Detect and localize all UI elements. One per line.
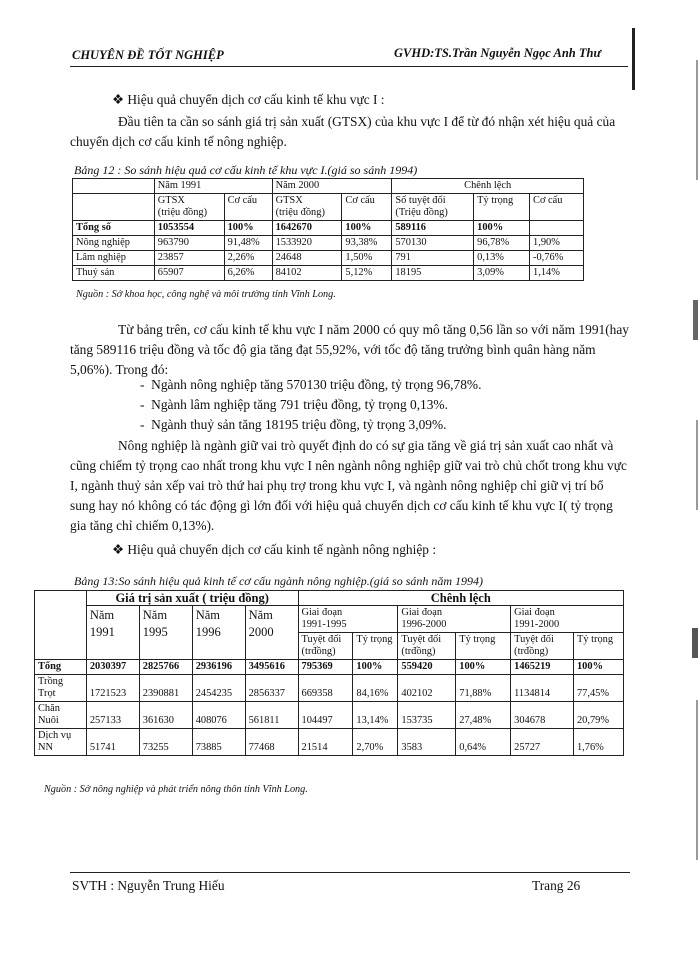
t12-year2: Năm 2000 [272,179,392,194]
t13-year-2000: Năm 2000 [245,606,298,660]
t13-year-1995: Năm 1995 [139,606,192,660]
t13-col-abs: Tuyệt đối (trđồng) [298,633,353,660]
table12-source: Nguồn : Sở khoa học, công nghệ và môi trường tỉnh Vĩnh Long. [76,289,336,300]
list-item: - Ngành lâm nghiệp tăng 791 triệu đồng, tỷ trọng 0,13%. [140,397,448,412]
t12-col-share2: Cơ cấu [342,194,392,221]
body-paragraph-2: Nông nghiệp là ngành giữ vai trò quyết định do có sự gia tăng về giá trị sản xuất cao nhất và cũng chiếm tỷ trọng cao nhất trong khu vực I nên ngành nông nghiệp giữ vai trò chủ chốt trong khu vực I, ngành thuỷ sản xếp vai trò thứ hai phụ trợ trong khu vực I, và ngành nông nghiệp chỉ giữ vị trí bổ sung hay nó không có tác động gì lớn đối với hiệu quả chuyển dịch cơ cấu kinh tế khu vực I( tỷ trọng gia tăng chỉ chiếm 0,13%). [70,438,627,533]
header-right: GVHD:TS.Trần Nguyễn Ngọc Anh Thư [394,46,601,60]
t13-year-1996: Năm 1996 [192,606,245,660]
change-list [140,375,481,435]
t12-col-abs: Số tuyệt đối (Triệu đồng) [392,194,474,221]
t12-col-share: Cơ cấu [224,194,272,221]
list-item: - Ngành nông nghiệp tăng 570130 triệu đồng, tỷ trọng 96,78%. [140,377,482,392]
t12-col-share3: Cơ cấu [530,194,584,221]
t12-col-weight: Tỷ trọng [474,194,530,221]
t13-gtsx-header: Giá trị sản xuất ( triệu đồng) [86,591,298,606]
list-item: - Ngành thuỷ sản tăng 18195 triệu đồng, tỷ trọng 3,09%. [140,417,447,432]
body-paragraph-1: Từ bảng trên, cơ cấu kinh tế khu vực I năm 2000 có quy mô tăng 0,56 lần so với năm 1991(hay tăng 589116 triệu đồng và tốc độ gia tăng đạt 55,92%, với tốc độ tăng trưởng bình quân hàng năm 5,06%). Trong đó: [70,322,630,377]
table12-caption: Bảng 12 : So sánh hiệu quả cơ cấu kinh tế khu vực I.(giá so sánh 1994) [74,163,418,177]
table-row: Tổng số 1053554 100% 1642670 100% 589116 100% [73,221,584,236]
t12-col-gtsx: GTSX (triệu đồng) [154,194,224,221]
t13-change: Chênh lệch [298,591,623,606]
table13-source: Nguồn : Sở nông nghiệp và phát triển nông thôn tỉnh Vĩnh Long. [44,784,308,795]
header-rule [70,66,628,67]
scan-edge [696,60,698,180]
table-row: Lâm nghiệp 23857 2,26% 24648 1,50% 791 0,13% -0,76% [73,251,584,266]
bullet-icon: ❖ [112,92,125,107]
scan-edge [696,700,698,860]
table-row: Tổng 2030397 2825766 2936196 3495616 795369 100% 559420 100% 1465219 100% [35,660,624,675]
t12-change: Chênh lệch [392,179,584,194]
scan-edge [692,628,698,658]
t12-year1: Năm 1991 [154,179,272,194]
table13-caption: Bảng 13:So sánh hiệu quả kinh tế cơ cấu ngành nông nghiệp.(giá so sánh năm 1994) [74,574,484,588]
t13-year-1991: Năm 1991 [86,606,139,660]
t13-period-3: Giai đoạn 1991-2000 [511,606,624,633]
footer-right: Trang 26 [532,878,581,893]
section2-heading: Hiệu quả chuyển dịch cơ cấu kinh tế ngành nông nghiệp : [127,542,437,557]
scan-edge [696,420,698,510]
table13 [34,590,624,756]
bullet-icon: ❖ [112,542,125,557]
table-row: Trồng Trọt 1721523 2390881 2454235 2856337 669358 84,16% 402102 71,88% 1134814 77,45% [35,675,624,702]
scan-edge [693,300,698,340]
t13-period-1: Giai đoạn 1991-1995 [298,606,398,633]
t13-col-abs: Tuyệt đối (trđồng) [398,633,456,660]
footer-rule [70,872,630,873]
t13-col-abs: Tuyệt đối (trđồng) [511,633,574,660]
section1-heading: Hiệu quả chuyển dịch cơ cấu kinh tế khu vực I : [127,92,385,107]
t13-period-2: Giai đoạn 1996-2000 [398,606,511,633]
table12 [72,178,584,281]
table-row: Dịch vụ NN 51741 73255 73885 77468 21514 2,70% 3583 0,64% 25727 1,76% [35,729,624,756]
section1-intro: Đầu tiên ta cần so sánh giá trị sản xuất (GTSX) của khu vực I để từ đó nhận xét hiệu quả của chuyển dịch cơ cấu kinh tế nông nghiệp. [70,114,616,149]
table-row: Nông nghiệp 963790 91,48% 1533920 93,38% 570130 96,78% 1,90% [73,236,584,251]
margin-mark [632,28,635,90]
footer-left: SVTH : Nguyễn Trung Hiếu [72,878,225,893]
t13-col-weight: Tỷ trọng [353,633,398,660]
table-row: Chăn Nuôi 257133 361630 408076 561811 104497 13,14% 153735 27,48% 304678 20,79% [35,702,624,729]
header-left: CHUYÊN ĐỀ TỐT NGHIỆP [72,48,224,62]
table-row: Thuỷ sản 65907 6,26% 84102 5,12% 18195 3,09% 1,14% [73,266,584,281]
t12-col-gtsx2: GTSX (triệu đồng) [272,194,342,221]
t13-col-weight: Tỷ trọng [456,633,511,660]
t13-col-weight: Tỷ trọng [573,633,623,660]
